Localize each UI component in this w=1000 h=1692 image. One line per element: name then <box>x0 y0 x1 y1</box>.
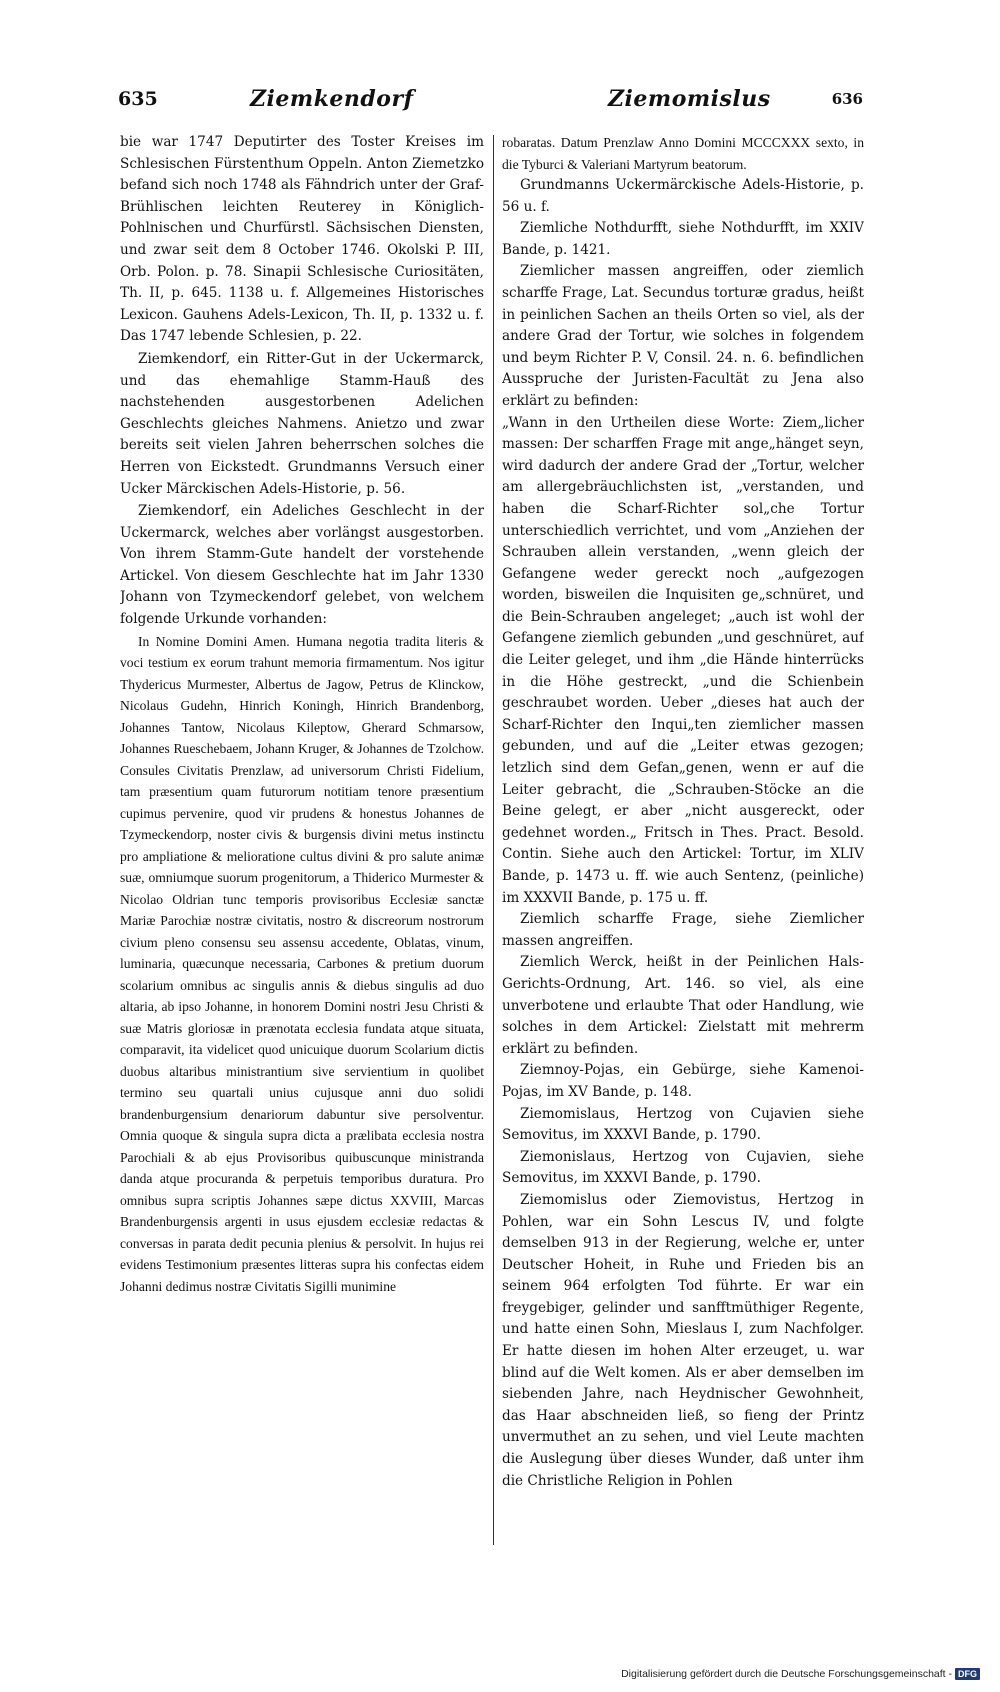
column-divider <box>493 135 494 1545</box>
right-entry-scharffe-frage: Ziemlich scharffe Frage, siehe Ziemlicher massen angreiffen. <box>502 911 864 949</box>
digitization-footer <box>621 1668 980 1680</box>
right-latin-charter-end: robaratas. Datum Prenzlaw Anno Domini MCCCXXX sexto, in die Tyburci & Valeriani Martyrum beatorum. <box>502 135 864 172</box>
right-entry-ziemomislus: Ziemomislus oder Ziemovistus, Hertzog in Pohlen, war ein Sohn Lescus IV, und folgte demselben 913 in der Regierung, welche er, unter Deutscher Hoheit, in Ruhe und Frieden bis an seinem 964 erfolgten Tod führte. Er war ein freygebiger, gelinder und sanfftmüthiger Regente, und hatte einen Sohn, Mieslaus I, zum Nachfolger. Er hatte diesen im hohen Alter erzeuget, u. war blind auf die Welt komen. Als er aber demselben im siebenden Jahre, nach Heydnischer Gewohnheit, das Haar abschneiden ließ, so fieng der Printz unvermuthet an zu sehen, und viel Leute machten die Auslegung über dieses Wunder, daß unter ihm die Christliche Religion in Pohlen <box>502 1191 864 1489</box>
right-entry-source: Grundmanns Uckermärckische Adels-Historie, p. 56 u. f. <box>502 177 864 215</box>
right-entry-ziemomislaus: Ziemomislaus, Hertzog von Cujavien siehe Semovitus, im XXXVI Bande, p. 1790. <box>502 1105 864 1144</box>
right-entry-werck: Ziemlich Werck, heißt in der Peinlichen Hals-Gerichts-Ordnung, Art. 146. so viel, als eine unverbotene und erlaubte That oder Handlung, wie solches in dem Artickel: Zielstatt mit mehrerm erklärt zu befinden. <box>502 954 864 1057</box>
left-entry-ziemkendorf-estate: Ziemkendorf, ein Ritter-Gut in der Uckermarck, und das ehemahlige Stamm-Hauß des nachstehenden ausgestorbenen Adelichen Geschlechts gleiches Nahmens. Anietzo und zwar bereits seit vielen Jahren beherrschen solches die Herren von Eickstedt. Grundmanns Versuch einer Ucker Märckischen Adels-Historie, p. 56. <box>120 350 484 497</box>
right-entry-quotation: „Wann in den Urtheilen diese Worte: Ziem„licher massen: Der scharffen Frage mit ange„hänget seyn, wird dadurch der andere Grad der „Tortur, welcher am allergebräuchlichsten ist, „verstanden, und haben die Scharf-Richter sol„che Tortur unterschiedlich verrichtet, und vom „Anziehen der Schrauben allein verstanden, „wenn gleich der Gefangene weder gereckt noch „aufgezogen worden, bisweilen die Inquisiten ge„schnüret, und die Bein-Schrauben angeleget; „auch ist wohl der Gefangene ziemlich gebunden „und geschnüret, auf die Leiter geleget, und ihm „die Hände hinterrücks in die Höhe gestreckt, „und die Schienbein geschraubet worden. Ueber „dieses hat auch der Scharf-Richter den Inqui„ten ziemlicher massen gebunden, und auf die „Leiter etwas gezogen; letzlich sind dem Gefan„genen, wenn er auf die Leiter gebracht, die „Schrauben-Stöcke an die Beine gelegt, er aber „nicht ausgereckt, oder gedehnet worden.„ Fritsch in Thes. Pract. Besold. Contin. Siehe auch den Artickel: Tortur, im XLIV Bande, p. 1473 u. ff. wie auch Sentenz, (peinliche) im XXXVII Bande, p. 175 u. ff. <box>502 414 864 906</box>
right-entry-massen-angreiffen: Ziemlicher massen angreiffen, oder ziemlich scharffe Frage, Lat. Secundus torturæ gradus, heißt in peinlichen Sachen an theils Orten so viel, als der andere Grad der Tortur, wie solches in folgendem und beym Richter P. V, Consil. 24. n. 6. befindlichen Ausspruche der Juristen-Facultät zu Jena also erklärt zu befinden: <box>502 263 864 409</box>
right-entry-ziemonislaus: Ziemonislaus, Hertzog von Cujavien, siehe Semovitus, im XXXVI Bande, p. 1790. <box>502 1148 864 1187</box>
page-header <box>118 86 863 120</box>
running-head-left: Ziemkendorf <box>250 86 414 112</box>
right-entry-ziemnoy-pojas: Ziemnoy-Pojas, ein Gebürge, siehe Kamenoi-Pojas, im XV Bande, p. 148. <box>502 1062 864 1100</box>
dfg-logo: DFG <box>955 1668 980 1680</box>
right-column <box>502 132 864 1572</box>
left-entry-continuation: bie war 1747 Deputirter des Toster Kreises im Schlesischen Fürstenthum Oppeln. Anton Ziemetzko befand sich noch 1748 als Fähndrich unter der Graf-Brühlischen leichten Reuterey in Königlich-Pohlnischen und Churfürstl. Sächsischen Diensten, und zwar seit dem 8 October 1746. Okolski P. III, Orb. Polon. p. 78. Sinapii Schlesische Curiositäten, Th. II, p. 645. 1138 u. f. Allgemeines Historisches Lexicon. Gauhens Adels-Lexicon, Th. II, p. 1332 u. f. Das 1747 lebende Schlesien, p. 22. <box>120 134 484 345</box>
running-head-right: Ziemomislus <box>608 86 771 112</box>
page-number-left: 635 <box>118 88 158 110</box>
footer-credit: Digitalisierung gefördert durch die Deutsche Forschungsgemeinschaft - <box>621 1668 952 1680</box>
left-latin-charter: In Nomine Domini Amen. Humana negotia tradita literis & voci testium ex eorum trahunt memoria firmamentum. Nos igitur Thydericus Murmester, Albertus de Jagow, Petrus de Klinckow, Nicolaus Gudehn, Hinrich Koningh, Hinrich Brandenborg, Johannes Tantow, Nicolaus Kileptow, Gherard Schmarsow, Johannes Rueschebaem, Johann Kruger, & Johannes de Tzolchow. Consules Civitatis Prenzlaw, ad universorum Christi Fidelium, tam præsentium quam futurorum notitiam tenore præsentium cupimus pervenire, quod vir prudens & honestus Johannes de Tzymeckendorp, noster civis & burgensis divini metus instinctu pro ampliatione & melioratione cultus divini & pro salute animæ suæ, omniumque suorum progenitorum, a Thiderico Murmester & Nicolao Oldrian tunc temporis provisoribus Ecclesiæ sanctæ Mariæ Parochiæ nostræ civitatis, nostro & discreorum nostrorum civium pleno consensu seu assensu accedente, Oblatas, vinum, luminaria, quæcunque necessaria, Carbones & pretium duorum scolarium omnibus ac singulis annis & diebus singulis ad duo altaria, ab ipso Johanne, in honorem Domini nostri Jesu Christi & suæ Matris gloriosæ in prænotata ecclesia fundata atque situata, comparavit, ita videlicet quod unicuique duorum Scolarium dictis duobus altaribus ministrantium sive servientium in quolibet termino seu quartali unius cujusque anni duo solidi brandenburgensium denariorum dabuntur sive persolventur. Omnia quoque & singula supra dicta a prælibata ecclesia nostra Parochiali & ab ejus Provisoribus quibuscunque ministranda danda atque procuranda & perpetuis temporibus duratura. Pro omnibus supra scriptis Johannes sæpe dictus XXVIII, Marcas Brandenburgensis argenti in usus ejusdem ecclesiæ redactas & conversas in parata dedit pecunia plenius & persolvit. In hujus rei evidens Testimonium præsentes litteras supra his confectas eidem Johanni dedimus nostræ Civitatis Sigilli munimine <box>120 633 484 1294</box>
right-entry-nothdurfft: Ziemliche Nothdurfft, siehe Nothdurfft, im XXIV Bande, p. 1421. <box>502 220 864 258</box>
page-number-right: 636 <box>831 90 863 108</box>
left-column <box>120 132 484 1552</box>
left-entry-ziemkendorf-family: Ziemkendorf, ein Adeliches Geschlecht in der Uckermarck, welches aber vorlängst ausgestorben. Von ihrem Stamm-Gute handelt der vorstehende Artickel. Von diesem Geschlechte hat im Jahr 1330 Johann von Tzymeckendorf gelebet, von welchem folgende Urkunde vorhanden: <box>120 503 484 628</box>
